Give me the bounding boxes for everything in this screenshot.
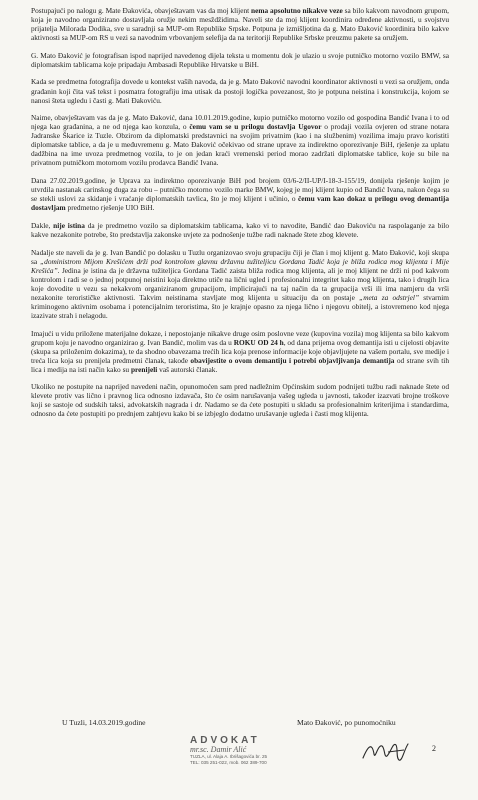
text-run: Dakle, [31, 220, 54, 230]
lawyer-stamp [190, 735, 300, 766]
text-run: Nadalje ste naveli da je g. Ivan Bandić po dolasku u Tuzlu organizovao svoju grupaciju čiji je član i moj klijent g. Mato Đaković, koji skupa sa [31, 247, 449, 266]
text-run: o prodaji vozila ovjeren od strane notara Jadranske Škarice iz Tuzle. Obzirom da diplomatski predstavnici na svojim privatnim (kao i na službenim) vozilima imaju pravo koristiti diplomatske tablice, a da je u međuvremenu g. Mato Đaković očekivao od strane uprave za indirektno oporezivanje BiH, rješenje za uplatu dadžbina na ime uvoza predmetnog vozila, to je on jedan kraći vremenski period morao zadržati diplomatske tablice, koje su bile na privatnom putničkom motornom vozilu prodavca Bandić Ivana. [31, 122, 449, 168]
paragraph [31, 6, 449, 42]
paragraph [31, 51, 449, 69]
text-run: , od dana prijema ovog demantija isti u cijelosti objavite (skupa sa priloženim dokazima), te da shodno obavezama trećih lica koja prenose informacije koje objavljujete na vašem portalu, sve medije i treća lica koja su prenijela predmetni članak, takođe [31, 337, 449, 365]
text-run: Naime, obavještavam vas da je g. Mato Đaković, dana 10.01.2019.godine, kupio putničko motorno vozilo od gospodina Bandić Ivana i to od njega kao građanina, a ne od njega kao konzula, o [31, 113, 449, 132]
stamp-address: TUZLA, ul. Alaja A. Ibrišagovića br. 25 [190, 754, 268, 759]
quoted-text: „doministrom Mijom Krešićem drži pod kontrolom glavnu državnu tužiteljicu Gordana Tadić koja je bliža rodica mog klijenta i Mije Krešića” [31, 256, 449, 275]
text-run: . Jedina je istina da je državna tužiteljica Gordana Tadić zaista bliža rodica mog klijenta, ali je moj klijent ne drži ni pod kakvom kontrolom i radi se o jednoj potpunoj neistini koja direktno utiče na lični ugled i profesionalni integritet kako mog klijenta, tako i drugih lica koje dovodite u vezu sa nekakvom organiziranom grupacijom, implicirajući na taj način da ta grupacija vrši ili ima namjeru da vrši nezakonite terorističke aktivnosti. Takvim neistinama stavljate mog klijenta u situaciju da on postaje [31, 265, 449, 302]
bold-text: obavijestite o ovom demantiju i potrebi objavljivanja demantija [190, 355, 395, 365]
signer-line: Mato Đaković, po punomoćniku [297, 718, 396, 727]
page-number: 2 [432, 744, 436, 753]
text-run: Postupajući po nalogu g. Mate Đakovića, obavještavam vas da moj klijent [31, 6, 252, 15]
text-run: da je predmetno vozilo sa diplomatskim tablicama, kako vi to navodite, Bandić dao Đakoviću na raspolaganje za bilo kakve nezakonite potrebe, što predstavlja zakonske uvjete za podnošenje tužbe radi naknade štete zbog klevete. [31, 220, 449, 239]
text-run: stvarnim kriminogeno aktivnim osobama i potencijalnim teroristima, što je krajnje opasno za njega lično i njegovu obitelj, a istovremeno kod njega izazivate strah i nelagodu. [31, 292, 449, 320]
bold-text: nije istina [53, 220, 85, 230]
bold-text: nema apsolutno nikakve veze [251, 6, 343, 15]
stamp-name: mr.sc. Damir Alić [190, 745, 247, 754]
text-run: predmetno rješenje UIO BiH. [65, 203, 155, 213]
paragraph [31, 113, 449, 167]
stamp-title: ADVOKAT [190, 735, 260, 746]
text-run: vaš autorski članak. [157, 364, 218, 374]
bold-text: čemu vam se u prilogu dostavlja Ugovor [189, 122, 322, 132]
paragraph [31, 382, 449, 418]
paragraph [31, 77, 449, 104]
text-run: sa bilo kakvom navodnom grupom, koja je navodno organizirano dostavljala oružje nekim mesždžidima. Naveli ste da moj klijent koordinira određene aktivnosti, u svojstvu prijatelja Milorada Dodika, sve u saradnji sa MUP-om Republike Srpske. Potpuna je izmišljotina da g. Mato Đaković koordinira bilo kakve aktivnosti sa MUP-om RS u vezi sa navodnim vrbovanjem selefija da na teritoriji Republike Srbske preuzmu pakete sa oružjem. [31, 6, 450, 43]
city-date: U Tuzli, 14.03.2019.godine [62, 718, 146, 727]
text-run: Kada se predmetna fotografija dovede u kontekst vaših navoda, da je g. Mato Đaković navodni koordinator aktivnosti u vezi sa oružjem, onda građanin koji čita vaš tekst i posmatra fotografiju ima utisak da postoji logička povezanost, što je potpuna neistina i konstrukcija, kojom se nanosi šteta ugledu i časti g. Mati Đakoviću. [31, 77, 449, 105]
bold-text: prenijeli [130, 364, 158, 374]
paragraph [31, 329, 449, 374]
text-run: G. Mato Đaković je fotografisan ispod naprijed navedenog dijela teksta u momentu dok je ulazio u svoje putničko motorno vozilo BMW, sa diplomatskim tablicama koje pripadaju Ambasadi Republike Hrvatske u BiH. [31, 50, 449, 69]
paragraph [31, 221, 449, 239]
text-run: Imajući u vidu priložene materijalne dokaze, i nepostojanje nikakve druge osim poslovne veze (kupovina vozila) mog klijenta sa bilo kakvom grupom koju je navodno organizirao g. Ivan Bandić, molim vas da u [31, 328, 449, 347]
paragraph [31, 248, 449, 320]
letter-body [31, 6, 449, 427]
text-run: od strane svih tih lica i medija na isti način kako su [31, 355, 449, 374]
stamp-phone: TEL: 035 251-022, mob. 062 389-700 [190, 760, 267, 765]
text-run: Dana 27.02.2019.godine, je Uprava za indirektno oporezivanje BiH pod brojem 03/6-2/II-UP/I-18-3-155/19, donijela rješenje kojim je utvrdila nastanak carinskog duga za robu – putničko motorno vozilo marke BMW, kojeg je moj klijent kupio od Bandić Ivana, nakon čega su se stekli uslovi za skidanje i vraćanje diplomatskih tavlica, što je moj klijent i učinio, o [31, 176, 449, 204]
text-run: Ukoliko ne postupite na naprijed navedeni način, opunomoćen sam pred nadležnim Općinskim sudom podnijeti tužbu radi naknade štete od klevete protiv vas lično i pravnog lica odnosno izdavača, što će osim narušavanja vašeg ugleda u javnosti, također izazvati brojne troškove koji se sastoje od sudskih taksi, advokatskih nagrada i dr. Nadamo se da ćete postupiti u skladu sa profesionalnim kriterijima i standardima, odnosno da ćete postupiti po prednjem zahtjevu kako bi se izbjeglo dodatno urušavanje ugleda i časti mog klijenta. [31, 382, 449, 419]
quoted-text: „meta za odstrjel” [359, 292, 420, 302]
bold-text: ROKU OD 24 h [233, 337, 284, 347]
bold-text: čemu vam kao dokaz u prilogu ovog demantija dostavljam [31, 194, 449, 213]
handwritten-signature [360, 736, 420, 766]
paragraph [31, 176, 449, 212]
